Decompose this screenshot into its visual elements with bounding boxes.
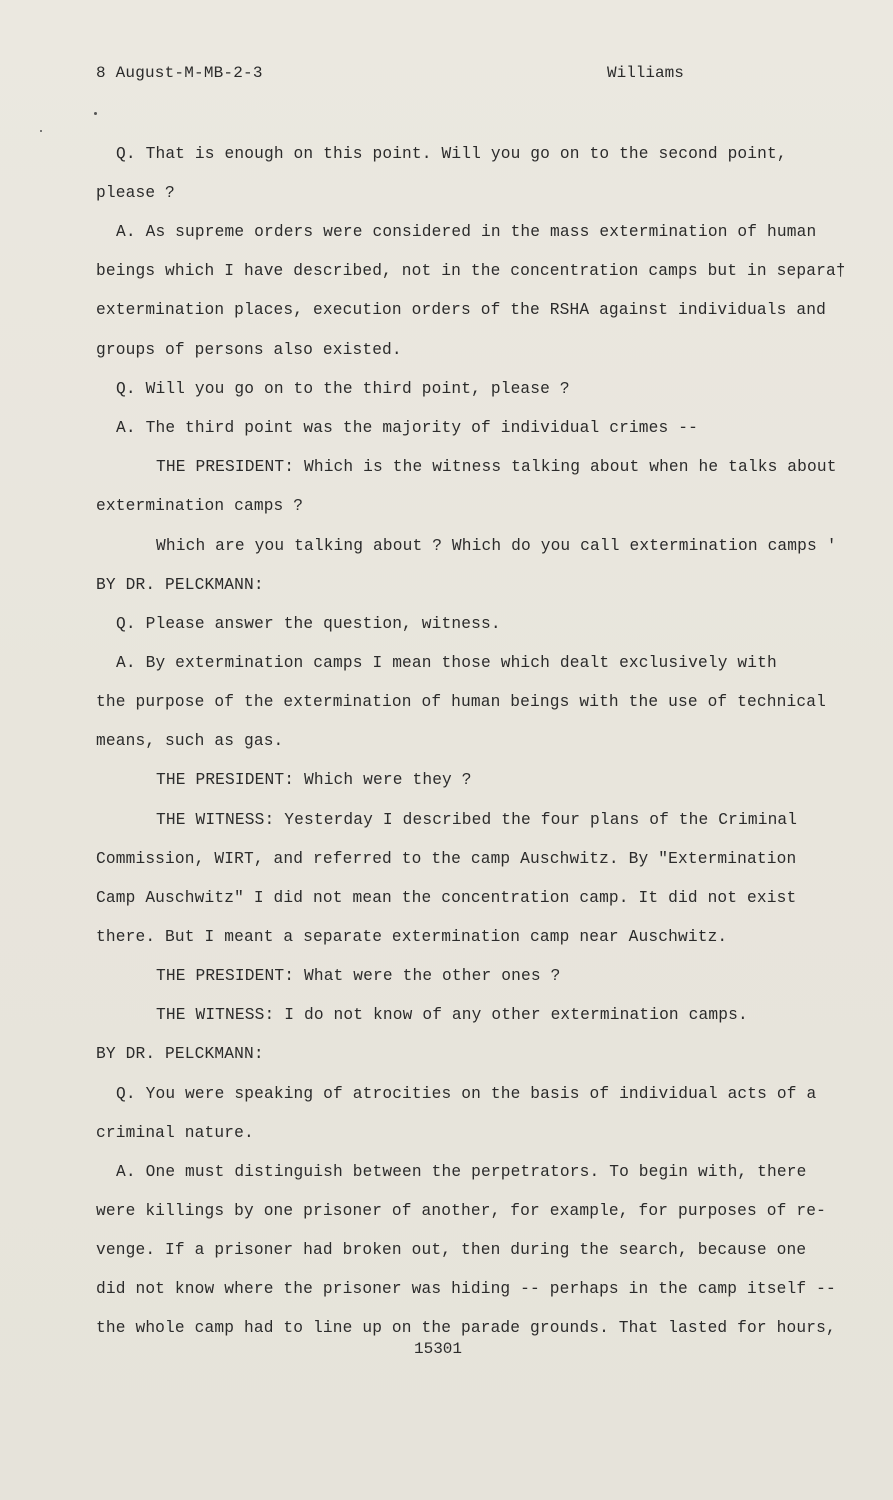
text-line: Q. That is enough on this point. Will you go on to the second point, xyxy=(116,145,787,163)
text-line: extermination places, execution orders of the RSHA against individuals and xyxy=(96,301,826,319)
text-line: Q. Please answer the question, witness. xyxy=(116,615,501,633)
ink-speck xyxy=(94,112,97,115)
text-line: A. By extermination camps I mean those which dealt exclusively with xyxy=(116,654,777,672)
text-line: criminal nature. xyxy=(96,1124,254,1142)
text-line: A. As supreme orders were considered in the mass extermination of human xyxy=(116,223,817,241)
header-reference: 8 August-M-MB-2-3 xyxy=(96,64,263,82)
text-line: Camp Auschwitz" I did not mean the concentration camp. It did not exist xyxy=(96,889,797,907)
text-line: THE PRESIDENT: Which were they ? xyxy=(156,771,472,789)
text-line: groups of persons also existed. xyxy=(96,341,402,359)
text-line: please ? xyxy=(96,184,175,202)
text-line: did not know where the prisoner was hiding -- perhaps in the camp itself -- xyxy=(96,1280,836,1298)
text-line: were killings by one prisoner of another, for example, for purposes of re- xyxy=(96,1202,826,1220)
text-line: BY DR. PELCKMANN: xyxy=(96,1045,264,1063)
text-line: A. The third point was the majority of individual crimes -- xyxy=(116,419,698,437)
header-name: Williams xyxy=(607,64,684,82)
text-line: THE PRESIDENT: What were the other ones ? xyxy=(156,967,561,985)
text-line: A. One must distinguish between the perpetrators. To begin with, there xyxy=(116,1163,807,1181)
text-line: the whole camp had to line up on the parade grounds. That lasted for hours, xyxy=(96,1319,836,1337)
text-line: THE WITNESS: Yesterday I described the four plans of the Criminal xyxy=(156,811,798,829)
text-line: extermination camps ? xyxy=(96,497,304,515)
text-line: THE WITNESS: I do not know of any other extermination camps. xyxy=(156,1006,748,1024)
text-line: means, such as gas. xyxy=(96,732,284,750)
text-line: beings which I have described, not in the concentration camps but in separa† xyxy=(96,262,846,280)
text-line: the purpose of the extermination of human beings with the use of technical xyxy=(96,693,826,711)
page-number: 15301 xyxy=(414,1340,463,1358)
text-line: THE PRESIDENT: Which is the witness talking about when he talks about xyxy=(156,458,837,476)
text-line: BY DR. PELCKMANN: xyxy=(96,576,264,594)
text-line: there. But I meant a separate extermination camp near Auschwitz. xyxy=(96,928,728,946)
text-line: Q. Will you go on to the third point, please ? xyxy=(116,380,570,398)
ink-speck xyxy=(40,130,42,132)
text-line: Which are you talking about ? Which do you call extermination camps ' xyxy=(156,537,837,555)
text-line: venge. If a prisoner had broken out, then during the search, because one xyxy=(96,1241,807,1259)
text-line: Q. You were speaking of atrocities on the basis of individual acts of a xyxy=(116,1085,817,1103)
text-line: Commission, WIRT, and referred to the camp Auschwitz. By "Extermination xyxy=(96,850,797,868)
